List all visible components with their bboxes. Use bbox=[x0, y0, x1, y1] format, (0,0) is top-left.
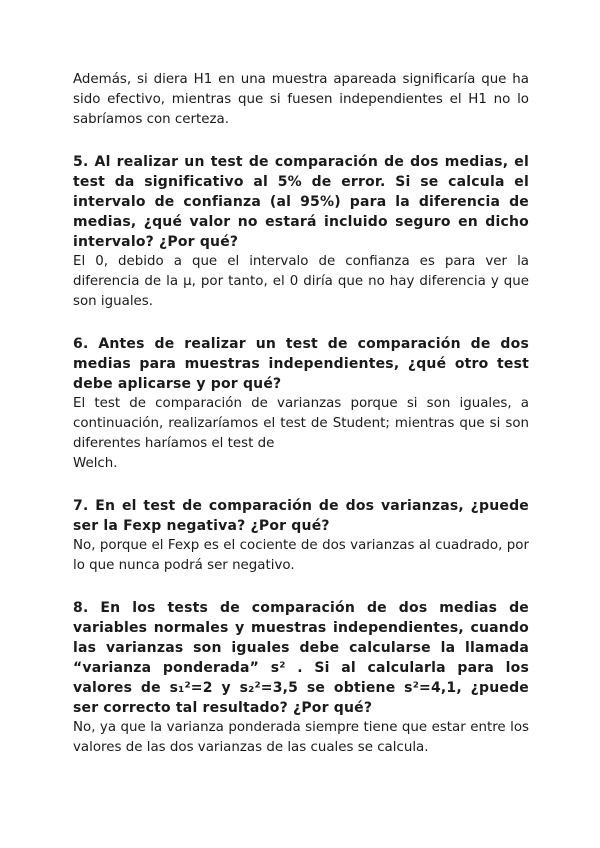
question-7-text: 7. En el test de comparación de dos varianzas, ¿puede ser la Fexp negativa? ¿Por qué? bbox=[73, 498, 529, 534]
question-6-text: 6. Antes de realizar un test de comparación de dos medias para muestras independientes, ¿qué otro test debe aplicarse y por qué? bbox=[73, 336, 529, 392]
document-page bbox=[73, 70, 529, 758]
answer-8-text: No, ya que la varianza ponderada siempre tiene que estar entre los valores de las dos varianzas de las cuales se calcula. bbox=[73, 720, 529, 755]
answer-6-text: El test de comparación de varianzas porque si son iguales, a continuación, realizaríamos el test de Student; mientras que si son diferentes haríamos el test de bbox=[73, 396, 529, 451]
question-8-text: 8. En los tests de comparación de dos medias de variables normales y muestras independientes, cuando las varianzas son iguales debe calcularse la llamada “varianza ponderada” s² . Si al calcularla para los valores de s₁²=2 y s₂²=3,5 se obtiene s²=4,1, ¿puede ser correcto tal resultado? ¿Por qué? bbox=[73, 600, 529, 716]
answer-5-text: El 0, debido a que el intervalo de confianza es para ver la diferencia de la μ, por tanto, el 0 diría que no hay diferencia y que son iguales. bbox=[73, 254, 529, 309]
answer-6-tail: Welch. bbox=[73, 456, 118, 471]
question-block-8 bbox=[73, 598, 529, 758]
answer-7-text: No, porque el Fexp es el cociente de dos varianzas al cuadrado, por lo que nunca podrá ser negativo. bbox=[73, 538, 529, 573]
question-5-text: 5. Al realizar un test de comparación de dos medias, el test da significativo al 5% de error. Si se calcula el intervalo de confianza (al 95%) para la diferencia de medias, ¿qué valor no estará incluido seguro en dicho intervalo? ¿Por qué? bbox=[73, 154, 529, 250]
question-block-7 bbox=[73, 496, 529, 576]
intro-paragraph bbox=[73, 70, 529, 130]
intro-text: Además, si diera H1 en una muestra apareada significaría que ha sido efectivo, mientras que si fuesen independientes el H1 no lo sabríamos con certeza. bbox=[73, 72, 529, 127]
question-block-5 bbox=[73, 152, 529, 312]
question-block-6 bbox=[73, 334, 529, 474]
